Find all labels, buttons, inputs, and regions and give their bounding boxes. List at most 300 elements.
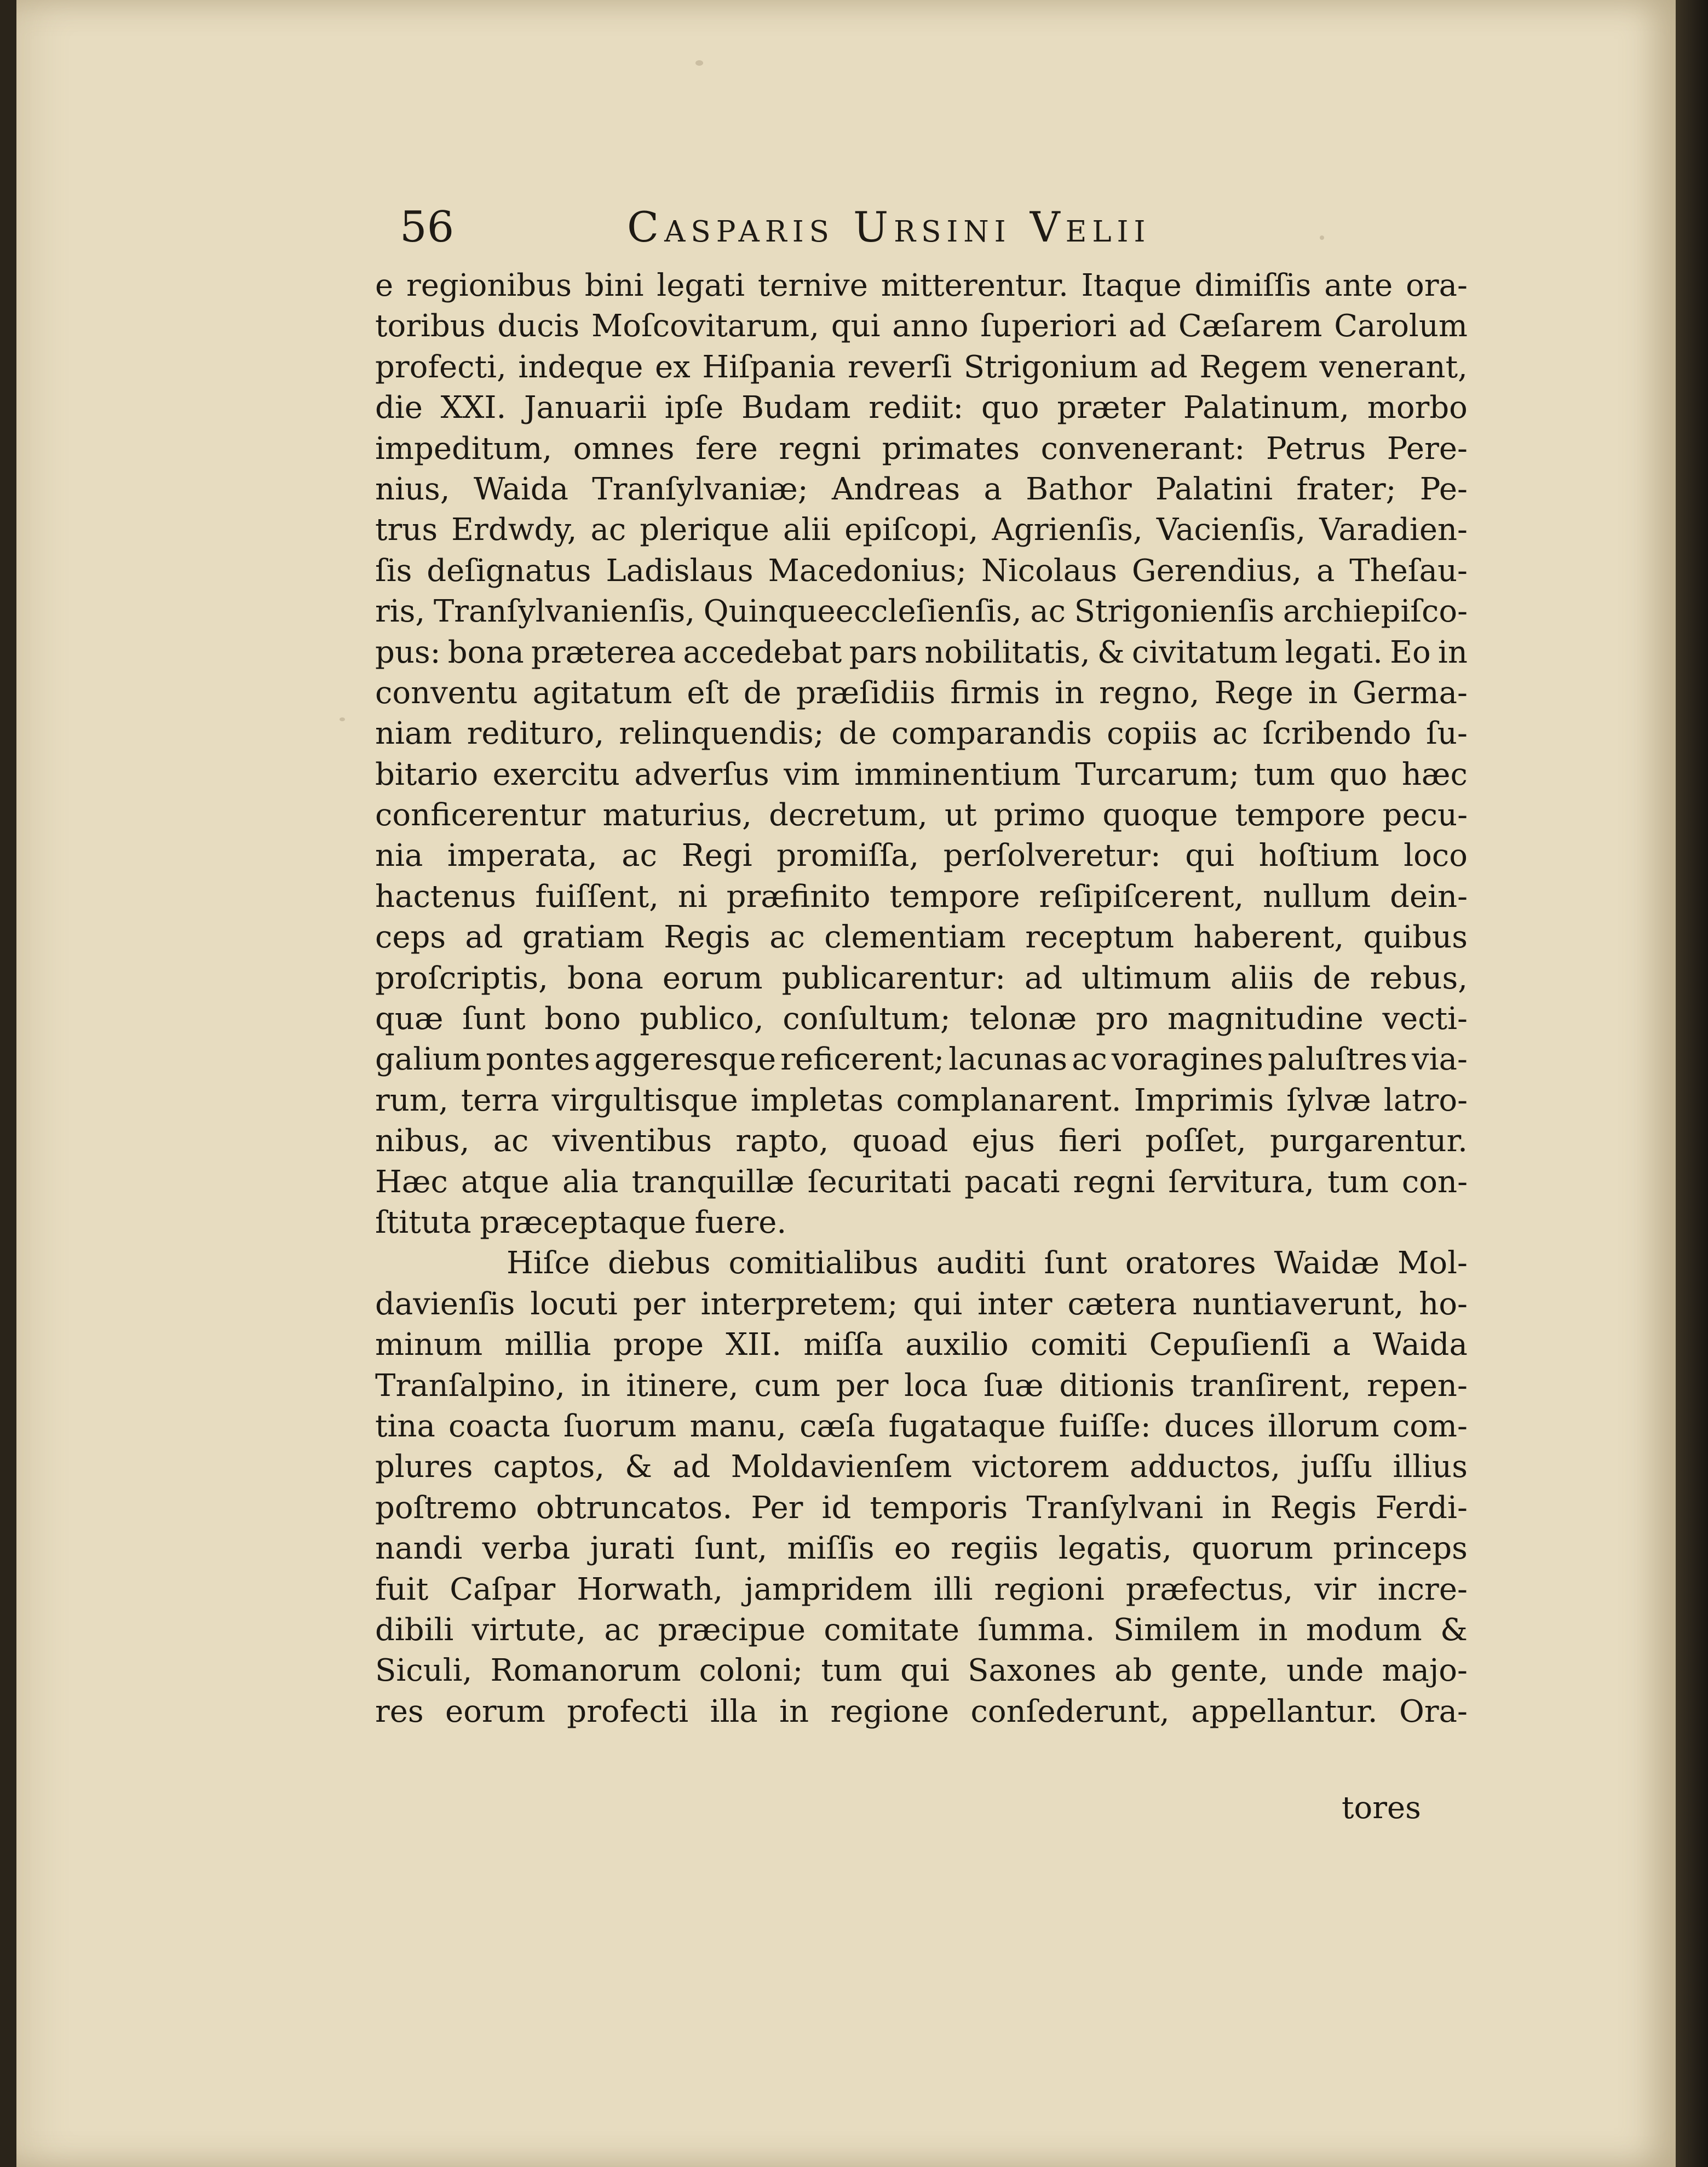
- word: Ladislaus: [606, 553, 754, 589]
- text-line: [375, 1570, 1468, 1610]
- word: bono: [544, 1001, 621, 1037]
- text-line: [375, 1243, 1468, 1284]
- word: duces: [1164, 1408, 1255, 1444]
- word: Tranſalpino,: [375, 1367, 565, 1404]
- word: ad: [1128, 308, 1167, 344]
- word: receptum: [1025, 919, 1175, 956]
- text-line: [375, 1488, 1468, 1528]
- word: Budam: [741, 390, 851, 426]
- word: e: [375, 268, 394, 303]
- word: tempore: [889, 878, 1020, 915]
- word: poſſet,: [1145, 1123, 1246, 1159]
- word: epiſcopi,: [844, 512, 979, 548]
- paragraph-2: [375, 1243, 1468, 1732]
- word: haberent,: [1193, 919, 1344, 956]
- word: miſſis: [787, 1531, 875, 1567]
- word: aliis: [1230, 960, 1294, 996]
- word: Waidæ: [1274, 1245, 1380, 1281]
- word: virtute,: [471, 1612, 586, 1648]
- word: victorem: [972, 1449, 1109, 1485]
- word: archiepiſco-: [1283, 594, 1468, 630]
- text-line: [375, 917, 1468, 958]
- word: decretum,: [769, 797, 928, 834]
- word: primates: [882, 430, 1020, 467]
- word: res: [375, 1693, 424, 1729]
- word: &: [1440, 1612, 1468, 1648]
- word: jurati: [590, 1531, 675, 1567]
- text-line: [375, 1325, 1468, 1365]
- word: Imprimis: [1134, 1082, 1274, 1118]
- word: Per: [751, 1490, 803, 1526]
- word: præceptaque: [480, 1204, 686, 1240]
- word: quo: [981, 390, 1039, 426]
- word: coacta: [448, 1408, 550, 1444]
- word: id: [821, 1490, 852, 1526]
- word: in: [1258, 1612, 1288, 1648]
- word: de: [743, 675, 781, 711]
- word: regioni: [994, 1571, 1105, 1607]
- word: auxilio: [905, 1327, 1009, 1363]
- word: clementiam: [824, 919, 1006, 956]
- word: publicarentur:: [781, 960, 1006, 996]
- text-line: [375, 673, 1468, 714]
- word: viventibus: [552, 1123, 712, 1159]
- text-line: [375, 1406, 1468, 1447]
- word: pars: [849, 634, 918, 670]
- word: profecti,: [375, 349, 507, 385]
- word: illi: [933, 1571, 973, 1607]
- text-line: [375, 1610, 1468, 1651]
- word: Strigonienſis: [1074, 594, 1275, 630]
- word: Agrienſis,: [992, 512, 1143, 548]
- word: regiis: [951, 1531, 1039, 1567]
- word: die: [375, 390, 423, 426]
- word: qui: [831, 308, 881, 344]
- word: ac: [590, 512, 626, 548]
- word: minum: [375, 1327, 483, 1363]
- word: fuiſſent,: [535, 878, 659, 915]
- word: vim: [784, 756, 840, 792]
- word: impletas: [750, 1082, 884, 1118]
- word: Regem: [1199, 349, 1308, 385]
- word: latro-: [1383, 1082, 1468, 1118]
- word: Hiſpania: [702, 349, 836, 385]
- word: miſſa: [803, 1327, 884, 1363]
- text-line: [375, 1080, 1468, 1121]
- text-line: [375, 1039, 1468, 1080]
- text-line: [375, 1692, 1468, 1732]
- word: quo: [1329, 756, 1388, 792]
- word: relinquendis;: [619, 716, 824, 752]
- word: eorum: [445, 1693, 545, 1729]
- word: tum: [1327, 1164, 1389, 1200]
- running-title: Casparis Ursini Velii: [627, 203, 1151, 251]
- word: de: [838, 716, 877, 752]
- word: per: [632, 1286, 686, 1322]
- word: Quinqueeccleſienſis,: [703, 594, 1022, 630]
- word: dein-: [1390, 878, 1468, 915]
- word: Regis: [664, 919, 750, 956]
- word: gente,: [1170, 1653, 1269, 1689]
- word: qui: [1185, 838, 1235, 874]
- word: ante: [1324, 268, 1393, 303]
- word: fugataque: [888, 1408, 1046, 1444]
- word: quoad: [852, 1123, 948, 1159]
- body-text: [375, 266, 1468, 1732]
- word: conſultum;: [783, 1001, 951, 1037]
- word: tum: [821, 1653, 883, 1689]
- word: aggeresque: [594, 1042, 777, 1078]
- word: Saxones: [968, 1653, 1097, 1689]
- word: copiis: [1107, 716, 1198, 752]
- word: loco: [1404, 838, 1468, 874]
- word: davienſis: [375, 1286, 515, 1322]
- word: agitatum: [532, 675, 672, 711]
- word: illorum: [1268, 1408, 1379, 1444]
- word: eſt: [687, 675, 729, 711]
- word: conficerentur: [375, 797, 586, 834]
- text-line: [375, 714, 1468, 754]
- word: &: [625, 1449, 653, 1485]
- word: voragines: [1111, 1042, 1264, 1078]
- word: bona: [447, 634, 524, 670]
- word: ad: [1025, 960, 1063, 996]
- word: inter: [977, 1286, 1053, 1322]
- word: reſipiſcerent,: [1039, 878, 1244, 915]
- word: ora-: [1406, 268, 1468, 303]
- word: reverſi: [848, 349, 952, 385]
- word: qui: [913, 1286, 963, 1322]
- word: plerique: [640, 512, 769, 548]
- word: poſtremo: [375, 1490, 517, 1526]
- word: Moldavienſem: [731, 1449, 952, 1485]
- word: manu,: [689, 1408, 786, 1444]
- word: nullum: [1263, 878, 1371, 915]
- text-line: [375, 836, 1468, 876]
- word: tum: [1253, 756, 1315, 792]
- word: in: [779, 1693, 809, 1729]
- word: proſcriptis,: [375, 960, 548, 996]
- word: Tranſylvanienſis,: [433, 594, 695, 630]
- word: atque: [461, 1164, 549, 1200]
- word: vecti-: [1382, 1001, 1468, 1037]
- word: Tranſylvani: [1026, 1490, 1204, 1526]
- word: ſecuritati: [807, 1164, 951, 1200]
- word: de: [1313, 960, 1351, 996]
- word: princeps: [1333, 1531, 1468, 1567]
- word: Andreas: [831, 471, 961, 507]
- word: ſuperiori: [980, 308, 1117, 344]
- word: ipſe: [664, 390, 724, 426]
- running-head: [400, 197, 1331, 257]
- word: morbo: [1367, 390, 1468, 426]
- word: tempore: [1235, 797, 1366, 834]
- word: Cæſarem: [1178, 308, 1322, 344]
- word: Tranſylvaniæ;: [592, 471, 808, 507]
- word: ternive: [757, 268, 868, 303]
- word: ad: [465, 919, 503, 956]
- word: magnitudine: [1167, 1001, 1364, 1037]
- paper-speck: [340, 717, 345, 721]
- word: eorum: [662, 960, 763, 996]
- word: ac: [1212, 716, 1248, 752]
- word: hactenus: [375, 878, 516, 915]
- word: interpretem;: [700, 1286, 898, 1322]
- word: ac: [1072, 1042, 1107, 1078]
- word: Hæc: [375, 1164, 448, 1200]
- word: rum,: [375, 1082, 448, 1118]
- word: repen-: [1367, 1367, 1468, 1404]
- word: loca: [904, 1367, 968, 1404]
- word: quæ: [375, 1001, 444, 1037]
- word: ſervitura,: [1168, 1164, 1315, 1200]
- word: ditionis: [1059, 1367, 1175, 1404]
- word: oratores: [1125, 1245, 1256, 1281]
- word: Rege: [1214, 675, 1293, 711]
- word: Macedonius;: [768, 553, 967, 589]
- word: rapto,: [735, 1123, 829, 1159]
- word: tranquillæ: [631, 1164, 795, 1200]
- word: præcipue: [658, 1612, 806, 1648]
- word: complanarent.: [896, 1082, 1122, 1118]
- word: fieri: [1059, 1123, 1122, 1159]
- word: imperata,: [447, 838, 597, 874]
- word: Regi: [681, 838, 752, 874]
- word: impeditum,: [375, 430, 553, 467]
- word: ni: [677, 878, 708, 915]
- word: comitate: [824, 1612, 959, 1648]
- word: a: [1332, 1327, 1351, 1363]
- word: hoſtium: [1258, 838, 1379, 874]
- word: perſolveretur:: [943, 838, 1161, 874]
- word: ducis: [497, 308, 580, 344]
- word: convenerant:: [1040, 430, 1245, 467]
- word: conſederunt,: [970, 1693, 1170, 1729]
- word: ac: [604, 1612, 640, 1648]
- text-line: [375, 1203, 1468, 1243]
- word: regionibus: [406, 268, 572, 303]
- paper-speck: [695, 60, 703, 66]
- word: ac: [769, 919, 805, 956]
- word: a: [984, 471, 1002, 507]
- text-line: [375, 958, 1468, 999]
- word: nandi: [375, 1531, 463, 1567]
- word: in: [1437, 634, 1468, 670]
- word: Mol-: [1398, 1245, 1468, 1281]
- word: XXI.: [440, 390, 507, 426]
- word: Vacienſis,: [1156, 512, 1306, 548]
- word: pus:: [375, 634, 441, 670]
- word: cæſa: [800, 1408, 876, 1444]
- word: tranſirent,: [1190, 1367, 1352, 1404]
- word: ac: [622, 838, 658, 874]
- word: diebus: [607, 1245, 711, 1281]
- word: incre-: [1377, 1571, 1468, 1607]
- text-line: [375, 429, 1468, 469]
- word: legatis,: [1058, 1531, 1172, 1567]
- word: ſunt: [1044, 1245, 1107, 1281]
- word: bini: [584, 268, 644, 303]
- word: Waida: [473, 471, 569, 507]
- word: mitterentur.: [881, 268, 1068, 303]
- word: appellantur.: [1191, 1693, 1378, 1729]
- word: cum: [754, 1367, 820, 1404]
- word: paluſtres: [1267, 1042, 1408, 1078]
- text-line: [375, 388, 1468, 428]
- word: Waida: [1372, 1327, 1468, 1363]
- word: con-: [1401, 1164, 1468, 1200]
- word: ſcribendo: [1262, 716, 1412, 752]
- word: majo-: [1382, 1653, 1468, 1689]
- word: ſunt: [462, 1001, 526, 1037]
- word: adductos,: [1129, 1449, 1281, 1485]
- word: juſſu: [1301, 1449, 1373, 1485]
- word: primo: [993, 797, 1086, 834]
- word: Germa-: [1352, 675, 1468, 711]
- word: Itaque: [1081, 268, 1182, 303]
- paragraph-1: [375, 266, 1468, 1243]
- word: Pere-: [1387, 430, 1468, 467]
- word: venerant,: [1319, 349, 1468, 385]
- word: quorum: [1192, 1531, 1313, 1567]
- word: ſylvæ: [1286, 1082, 1371, 1118]
- word: dibili: [375, 1612, 454, 1648]
- word: qui: [900, 1653, 950, 1689]
- word: Varadien-: [1319, 512, 1468, 548]
- word: Strigonium: [963, 349, 1138, 385]
- text-line: [375, 1162, 1468, 1203]
- word: ad: [1149, 349, 1188, 385]
- text-line: [375, 1284, 1468, 1325]
- word: Bathor: [1026, 471, 1132, 507]
- word: in: [580, 1367, 611, 1404]
- word: anno: [892, 308, 969, 344]
- word: ac: [493, 1123, 529, 1159]
- word: Eo: [1390, 634, 1431, 670]
- catchword: tores: [1342, 1790, 1421, 1826]
- book-gutter: [1676, 0, 1708, 2167]
- word: Cepuſienſi: [1149, 1327, 1310, 1363]
- word: alia: [562, 1164, 619, 1200]
- word: unde: [1286, 1653, 1364, 1689]
- word: nobilitatis,: [924, 634, 1090, 670]
- word: comitialibus: [728, 1245, 918, 1281]
- word: regione: [830, 1693, 950, 1729]
- word: pacati: [964, 1164, 1060, 1200]
- word: ſu-: [1426, 716, 1468, 752]
- word: ejus: [971, 1123, 1035, 1159]
- word: pro: [1095, 1001, 1149, 1037]
- word: legati.: [1285, 634, 1383, 670]
- word: imminentium: [854, 756, 1061, 792]
- word: Ferdi-: [1375, 1490, 1468, 1526]
- word: ultimum: [1082, 960, 1211, 996]
- text-line: [375, 1447, 1468, 1487]
- word: dimiſſis: [1194, 268, 1312, 303]
- word: nuntiaverunt,: [1192, 1286, 1404, 1322]
- word: regni: [779, 430, 861, 467]
- word: obtruncatos.: [536, 1490, 733, 1526]
- word: Pe-: [1419, 471, 1468, 507]
- word: trus: [375, 512, 438, 548]
- word: ac: [1030, 594, 1066, 630]
- text-line: [375, 1121, 1468, 1162]
- word: frater;: [1296, 471, 1396, 507]
- text-line: [375, 633, 1468, 673]
- word: fuiſſe:: [1059, 1408, 1151, 1444]
- word: Palatini: [1155, 471, 1273, 507]
- word: redituro,: [467, 716, 605, 752]
- word: pecu-: [1382, 797, 1468, 834]
- word: niam: [375, 716, 452, 752]
- word: XII.: [726, 1327, 782, 1363]
- word: com-: [1392, 1408, 1468, 1444]
- word: captos,: [493, 1449, 605, 1485]
- word: tina: [375, 1408, 435, 1444]
- word: virgultisque: [551, 1082, 738, 1118]
- word: in: [1308, 675, 1338, 711]
- word: via-: [1412, 1042, 1468, 1078]
- text-line: [375, 1366, 1468, 1406]
- word: in: [1222, 1490, 1252, 1526]
- word: comparandis: [891, 716, 1092, 752]
- word: temporis: [870, 1490, 1008, 1526]
- word: ſumma.: [977, 1612, 1095, 1648]
- word: coloni;: [699, 1653, 803, 1689]
- word: verba: [482, 1531, 571, 1567]
- text-line: [375, 755, 1468, 795]
- text-line: [375, 266, 1468, 306]
- word: Moſcovitarum,: [591, 308, 820, 344]
- word: nia: [375, 838, 423, 874]
- word: ho-: [1419, 1286, 1468, 1322]
- word: telonæ: [969, 1001, 1077, 1037]
- word: deſignatus: [427, 553, 591, 589]
- word: modum: [1306, 1612, 1422, 1648]
- word: Siculi,: [375, 1653, 473, 1689]
- word: Hiſce: [507, 1245, 590, 1281]
- word: quoque: [1102, 797, 1218, 834]
- word: ab: [1114, 1653, 1153, 1689]
- word: cætera: [1067, 1286, 1177, 1322]
- word: prope: [613, 1327, 704, 1363]
- word: Romanorum: [490, 1653, 681, 1689]
- text-line: [375, 347, 1468, 388]
- text-line: [375, 999, 1468, 1039]
- word: locuti: [530, 1286, 618, 1322]
- word: eo: [894, 1531, 931, 1567]
- word: profecti: [567, 1693, 689, 1729]
- word: præfectus,: [1125, 1571, 1293, 1607]
- word: præter: [1057, 390, 1165, 426]
- word: ſis: [375, 553, 412, 589]
- word: regno,: [1099, 675, 1200, 711]
- word: a: [1316, 553, 1335, 589]
- word: præterea: [531, 634, 676, 670]
- word: ris,: [375, 594, 425, 630]
- word: lacunas: [948, 1042, 1068, 1078]
- word: legati: [657, 268, 745, 303]
- word: rediit:: [869, 390, 964, 426]
- page-number: 56: [400, 203, 455, 252]
- text-line: [375, 510, 1468, 550]
- word: terra: [461, 1082, 539, 1118]
- word: hæc: [1401, 756, 1468, 792]
- text-line: [375, 306, 1468, 347]
- word: vir: [1314, 1571, 1356, 1607]
- word: indeque: [518, 349, 643, 385]
- word: ſtituta: [375, 1204, 471, 1240]
